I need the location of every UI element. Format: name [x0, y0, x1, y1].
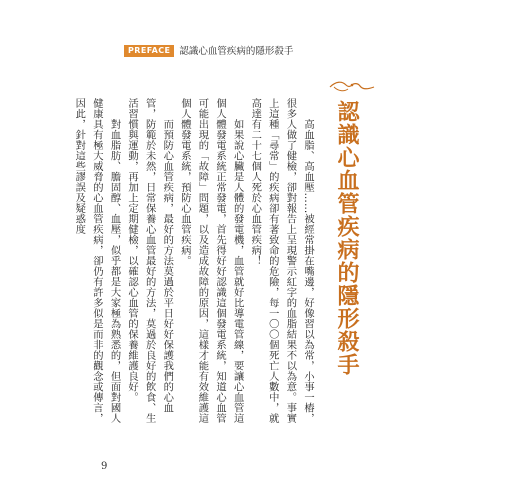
preface-badge: PREFACE [124, 45, 174, 57]
paragraph: 而預防心血管疾病，最好的方法莫過於平日好好保護我們的心血管，防範於未然，日常保養心血管最好的方法，莫過於良好的飲食、生活習慣與運動，再加上定期健檢，以確認心血管的保養維護良好。 [126, 98, 174, 424]
paragraph: 如果說心臟是人體的發電機，血管就好比導電管線，要讓心血管這個人體發電系統正常發電，首先得好好認識這個發電系統，知道心血管可能出現的「故障」問題，以及造成故障的原因，這樣才能有效維護這個人體發電系統，預防心血管疾病。 [178, 98, 244, 424]
paragraph: 高血脂、高血壓……被經常掛在嘴邊，好像習以為常，小事一樁，很多人做了健檢，卻對報告上呈現警示紅字的血脂結果不以為意。事實上這種「尋常」的疾病卻有著致命的危險，每一〇〇個死亡人數中，就高達有二十七個人死於心血管疾病！ [249, 98, 314, 424]
page-number: 9 [101, 461, 108, 472]
chapter-heading: 認識心血管疾病的隱形殺手 [334, 100, 360, 376]
running-header-title: 認識心血管疾病的隱形殺手 [179, 45, 294, 57]
running-header [124, 45, 293, 57]
body-text [73, 98, 316, 428]
paragraph: 對血脂肪、膽固醇、血壓，似乎都是大家極為熟悉的，但面對國人健康具有極大威脅的心血管疾病，卻仍有許多似是而非的觀念或傳言，因此，針對這些謬誤及疑惑度 [73, 98, 121, 424]
ornament-flourish-icon [328, 80, 376, 94]
